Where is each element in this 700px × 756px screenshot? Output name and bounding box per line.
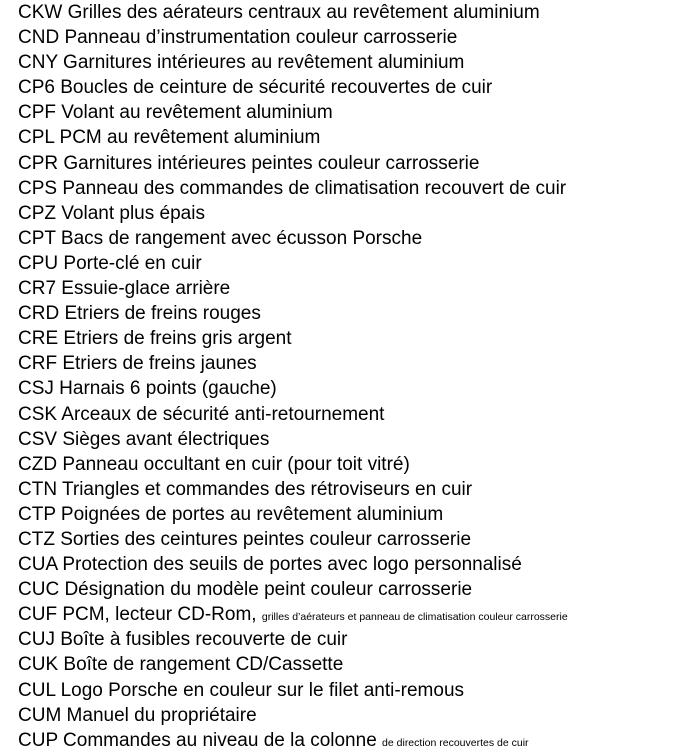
- option-line: [18, 552, 568, 577]
- option-text: CTZ Sorties des ceintures peintes couleur carrosserie: [18, 528, 472, 550]
- option-line: [18, 678, 568, 703]
- option-text: CPL PCM au revêtement aluminium: [18, 127, 321, 149]
- option-line: [18, 652, 568, 677]
- option-line: [18, 326, 568, 351]
- option-line: [18, 301, 568, 326]
- option-line: [18, 75, 568, 100]
- option-line: [18, 703, 568, 728]
- option-text: CP6 Boucles de ceinture de sécurité recouvertes de cuir: [18, 77, 493, 99]
- option-text: CNY Garnitures intérieures au revêtement aluminium: [18, 52, 465, 74]
- option-line: [18, 477, 568, 502]
- option-text: CUA Protection des seuils de portes avec logo personnalisé: [18, 554, 522, 576]
- option-line: [18, 402, 568, 427]
- option-line: [18, 452, 568, 477]
- option-text: CRD Etriers de freins rouges: [18, 303, 261, 325]
- option-text: CUL Logo Porsche en couleur sur le filet anti-remous: [18, 679, 465, 701]
- option-line: [18, 0, 568, 25]
- option-text: CPF Volant au revêtement aluminium: [18, 102, 333, 124]
- option-text: CRF Etriers de freins jaunes: [18, 353, 257, 375]
- option-line: [18, 376, 568, 401]
- option-text: CSV Sièges avant électriques: [18, 428, 270, 450]
- option-line: [18, 125, 568, 150]
- option-text: CPU Porte-clé en cuir: [18, 252, 202, 274]
- option-text: CUP Commandes au niveau de la colonne: [18, 729, 383, 751]
- option-line: [18, 527, 568, 552]
- option-line: [18, 427, 568, 452]
- option-text: CUJ Boîte à fusibles recouverte de cuir: [18, 629, 348, 651]
- option-text: CR7 Essuie-glace arrière: [18, 278, 231, 300]
- option-line: [18, 627, 568, 652]
- option-line: [18, 151, 568, 176]
- option-line: [18, 251, 568, 276]
- option-line: [18, 50, 568, 75]
- option-text: CTP Poignées de portes au revêtement aluminium: [18, 503, 444, 525]
- option-text: CTN Triangles et commandes des rétroviseurs en cuir: [18, 478, 473, 500]
- option-text-small: de direction recouvertes de cuir: [382, 736, 529, 749]
- option-text: CPZ Volant plus épais: [18, 202, 205, 224]
- option-line: [18, 176, 568, 201]
- option-line: [18, 201, 568, 226]
- option-line: [18, 25, 568, 50]
- option-line: [18, 100, 568, 125]
- option-line: [18, 351, 568, 376]
- option-line: [18, 602, 568, 627]
- option-text: CUM Manuel du propriétaire: [18, 704, 257, 726]
- option-text: CKW Grilles des aérateurs centraux au revêtement aluminium: [18, 2, 540, 23]
- option-text: CUF PCM, lecteur CD-Rom,: [18, 604, 262, 626]
- option-text: CND Panneau d’instrumentation couleur carrosserie: [18, 27, 458, 49]
- option-line: [18, 502, 568, 527]
- option-line: [18, 226, 568, 251]
- option-text: CZD Panneau occultant en cuir (pour toit vitré): [18, 453, 410, 475]
- option-text: CSJ Harnais 6 points (gauche): [18, 378, 277, 400]
- option-text: CUC Désignation du modèle peint couleur carrosserie: [18, 579, 473, 601]
- option-text: CPS Panneau des commandes de climatisation recouvert de cuir: [18, 177, 567, 199]
- option-line: [18, 728, 568, 753]
- option-text: CPT Bacs de rangement avec écusson Porsche: [18, 227, 423, 249]
- option-text: CUK Boîte de rangement CD/Cassette: [18, 654, 344, 676]
- option-text-small: grilles d’aérateurs et panneau de climatisation couleur carrosserie: [261, 611, 568, 624]
- option-line: [18, 276, 568, 301]
- option-text: CSK Arceaux de sécurité anti-retournement: [18, 403, 385, 425]
- option-code-list: [18, 0, 568, 753]
- option-text: CRE Etriers de freins gris argent: [18, 328, 292, 350]
- option-line: [18, 577, 568, 602]
- option-text: CPR Garnitures intérieures peintes couleur carrosserie: [18, 152, 480, 174]
